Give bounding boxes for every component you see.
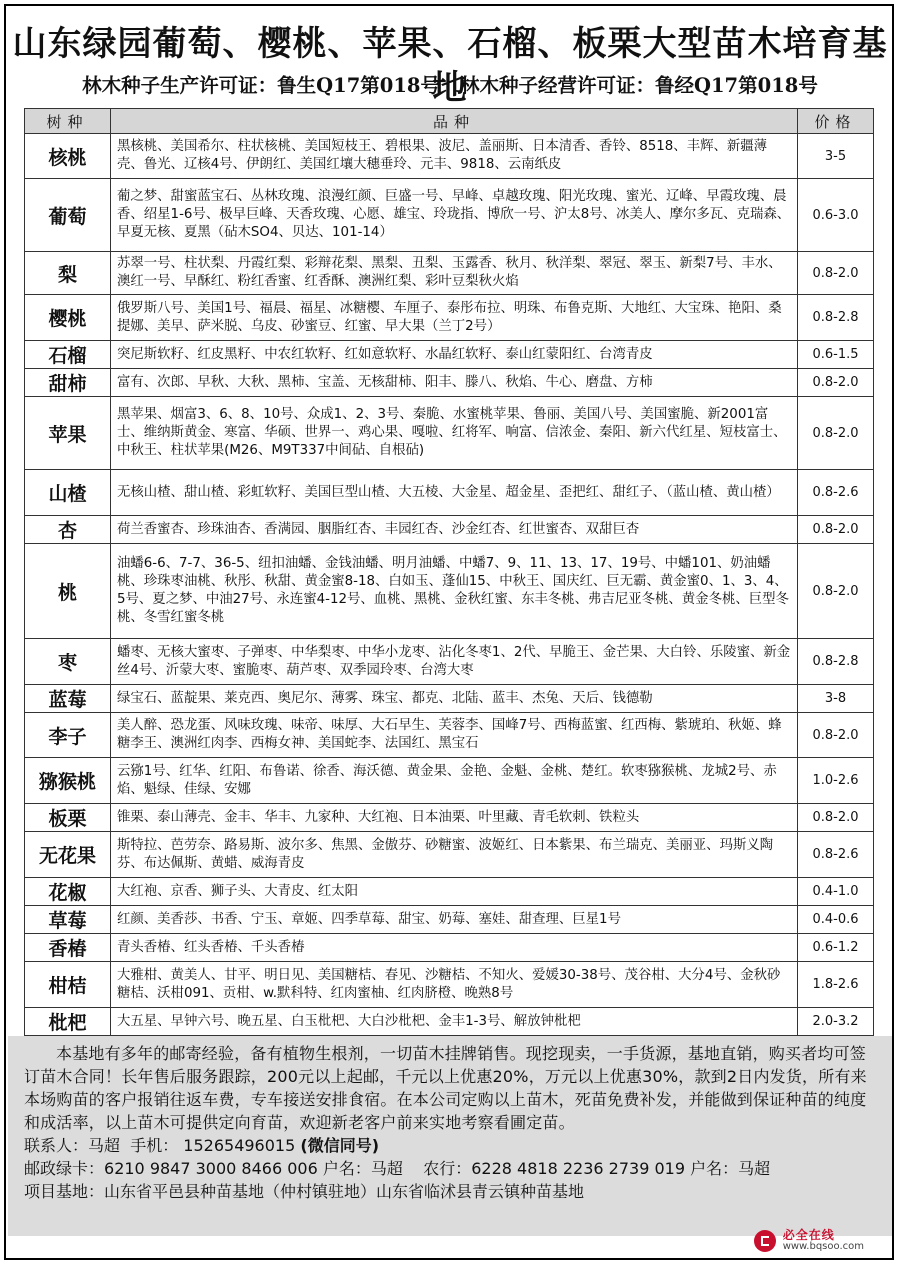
table-row: [25, 962, 874, 1008]
price-range: 1.0-2.6: [798, 758, 874, 804]
price-range: 0.4-0.6: [798, 906, 874, 934]
tree-name: 核桃: [25, 134, 111, 179]
base-line: [24, 1180, 876, 1203]
header-price: 价格: [798, 109, 874, 134]
table-row: [25, 758, 874, 804]
price-range: 0.6-1.2: [798, 934, 874, 962]
variety-list: 斯特拉、芭劳奈、路易斯、波尔多、焦黑、金傲芬、砂糖蜜、波姬红、日本紫果、布兰瑞克、美丽亚、玛斯义陶芬、布达佩斯、黄蜡、威海青皮: [111, 832, 798, 878]
tree-name: 板栗: [25, 804, 111, 832]
agri-account-holder: 户名：马超: [690, 1159, 771, 1178]
variety-list: 美人醉、恐龙蛋、风味玫瑰、味帝、味厚、大石早生、芙蓉李、国峰7号、西梅蓝蜜、红西梅、紫琥珀、秋姬、蜂糖李王、澳洲红肉李、西梅女神、美国蛇李、法国红、黑宝石: [111, 713, 798, 758]
tree-name: 葡萄: [25, 179, 111, 252]
table-row: [25, 713, 874, 758]
variety-list: 云猕1号、红华、红阳、布鲁诺、徐香、海沃德、黄金果、金艳、金魁、金桃、楚红。软枣猕猴桃、龙城2号、赤焰、魁绿、佳绿、安娜: [111, 758, 798, 804]
agri-card-number: 6228 4818 2236 2739 019: [471, 1159, 686, 1178]
tree-name: 猕猴桃: [25, 758, 111, 804]
postal-card-label: 邮政绿卡：: [24, 1159, 105, 1178]
table-row: [25, 179, 874, 252]
header-variety: 品种: [111, 109, 798, 134]
tree-name: 枇杷: [25, 1008, 111, 1036]
variety-list: 蟠枣、无核大蜜枣、子弹枣、中华梨枣、中华小龙枣、沾化冬枣1、2代、早脆王、金芒果、大白铃、乐陵蜜、新金丝4号、沂蒙大枣、蜜脆枣、葫芦枣、双季园玲枣、台湾大枣: [111, 639, 798, 685]
price-range: 0.8-2.8: [798, 295, 874, 341]
base-addresses: 山东省平邑县种苗基地（仲村镇驻地）山东省临沭县青云镇种苗基地: [104, 1182, 585, 1201]
variety-list: 大雅柑、黄美人、甘平、明日见、美国糖桔、春见、沙糖桔、不知火、爱媛30-38号、茂谷柑、大分4号、金秋砂糖桔、沃柑091、贡柑、w.默科特、红肉蜜柚、红肉脐橙、晚熟8号: [111, 962, 798, 1008]
variety-list: 油蟠6-6、7-7、36-5、纽扣油蟠、金钱油蟠、明月油蟠、中蟠7、9、11、13、17、19号、中蟠101、奶油蟠桃、珍珠枣油桃、秋彤、秋甜、黄金蜜8-18、白如玉、蓬仙15、中秋王、国庆红、巨无霸、黄金蜜0、1、3、4、5号、夏之梦、中油27号、永连蜜4-12号、血桃、黑桃、金秋红蜜、东丰冬桃、弗吉尼亚冬桃、黄金冬桃、巨型冬桃、冬雪红蜜冬桃: [111, 544, 798, 639]
table-row: [25, 295, 874, 341]
variety-list: 黑核桃、美国希尔、柱状核桃、美国短枝王、碧根果、波尼、盖丽斯、日本清香、香铃、8518、丰辉、新疆薄壳、鲁光、辽核4号、伊朗红、美国红壤大穗垂玲、元丰、9818、云南纸皮: [111, 134, 798, 179]
price-range: 0.8-2.0: [798, 516, 874, 544]
variety-list: 富有、次郎、早秋、大秋、黑柿、宝盖、无核甜柿、阳丰、滕八、秋焰、牛心、磨盘、方柿: [111, 369, 798, 397]
table-row: [25, 934, 874, 962]
variety-list: 红颜、美香莎、书香、宁玉、章姬、四季草莓、甜宝、奶莓、塞娃、甜查理、巨星1号: [111, 906, 798, 934]
contact-line: [24, 1134, 876, 1157]
base-label: 项目基地：: [24, 1182, 105, 1201]
variety-list: 俄罗斯八号、美国1号、福晨、福星、冰糖樱、车厘子、泰彤布拉、明珠、布鲁克斯、大地红、大宝珠、艳阳、桑提娜、美早、萨米脱、乌皮、砂蜜豆、红蜜、早大果（兰丁2号）: [111, 295, 798, 341]
tree-name: 李子: [25, 713, 111, 758]
price-range: 0.8-2.8: [798, 639, 874, 685]
bank-line: [24, 1157, 876, 1180]
variety-list: 锥栗、泰山薄壳、金丰、华丰、九家种、大红袍、日本油栗、叶里藏、青毛软刺、铁粒头: [111, 804, 798, 832]
notice-paragraph: 本基地有多年的邮寄经验，备有植物生根剂，一切苗木挂牌销售。现挖现卖，一手货源，基地直销，购买者均可签订苗木合同！长年售后服务跟踪，200元以上起邮，千元以上优惠20%，万元以上优惠30%，款到2日内发货，所有来本场购苗的客户报销往返车费，专车接送安排食宿。在本公司定购以上苗木，死苗免费补发，并能做到保证种苗的纯度和成活率，以上苗木可提供定向育苗，欢迎新老客户前来实地考察看圃定苗。: [24, 1044, 867, 1132]
price-range: 3-8: [798, 685, 874, 713]
wechat-note: (微信同号): [300, 1136, 380, 1155]
table-row: [25, 804, 874, 832]
postal-account-holder: 户名：马超: [322, 1159, 403, 1178]
variety-list: 青头香椿、红头香椿、千头香椿: [111, 934, 798, 962]
variety-list: 荷兰香蜜杏、珍珠油杏、香满园、胭脂红杏、丰园红杏、沙金红杏、红世蜜杏、双甜巨杏: [111, 516, 798, 544]
tree-name: 花椒: [25, 878, 111, 906]
price-range: 0.8-2.0: [798, 713, 874, 758]
tree-name: 苹果: [25, 397, 111, 470]
table-row: [25, 397, 874, 470]
variety-list: 突尼斯软籽、红皮黑籽、中农红软籽、红如意软籽、水晶红软籽、泰山红蒙阳红、台湾青皮: [111, 341, 798, 369]
price-range: 2.0-3.2: [798, 1008, 874, 1036]
price-range: 0.6-1.5: [798, 341, 874, 369]
tree-name: 樱桃: [25, 295, 111, 341]
postal-card-number: 6210 9847 3000 8466 006: [104, 1159, 318, 1178]
table-row: [25, 252, 874, 295]
tree-name: 杏: [25, 516, 111, 544]
page-title: 山东绿园葡萄、樱桃、苹果、石榴、板栗大型苗木培育基地: [12, 24, 888, 108]
table-row: [25, 906, 874, 934]
tree-name: 甜柿: [25, 369, 111, 397]
table-row: [25, 639, 874, 685]
price-range: 1.8-2.6: [798, 962, 874, 1008]
table-row: [25, 470, 874, 516]
variety-list: 绿宝石、蓝靛果、莱克西、奥尼尔、薄雾、珠宝、都克、北陆、蓝丰、杰兔、天后、钱德勒: [111, 685, 798, 713]
variety-list: 苏翠一号、柱状梨、丹霞红梨、彩辩花梨、黑梨、丑梨、玉露香、秋月、秋洋梨、翠冠、翠玉、新梨7号、丰水、澳红一号、早酥红、粉红香蜜、红香酥、澳洲红梨、彩叶豆梨秋火焰: [111, 252, 798, 295]
contact-person: 联系人：马超: [24, 1136, 121, 1155]
table-row: [25, 878, 874, 906]
tree-name: 石榴: [25, 341, 111, 369]
production-license: 林木种子生产许可证：鲁生Q17第018号: [82, 74, 440, 97]
watermark-url: www.bqsoo.com: [782, 1241, 864, 1252]
price-range: 0.8-2.6: [798, 470, 874, 516]
tree-name: 梨: [25, 252, 111, 295]
price-range: 0.8-2.0: [798, 804, 874, 832]
tree-name: 山楂: [25, 470, 111, 516]
price-range: 0.6-3.0: [798, 179, 874, 252]
price-range: 3-5: [798, 134, 874, 179]
variety-list: 黑苹果、烟富3、6、8、10号、众成1、2、3号、秦脆、水蜜桃苹果、鲁丽、美国八号、美国蜜脆、新2001富士、维纳斯黄金、寒富、华硕、世界一、鸡心果、嘎啦、红将军、响富、信浓金、秦阳、新六代红星、短枝富士、中秋王、柱状苹果(M26、M9T337中间砧、自根砧): [111, 397, 798, 470]
notice-box: [8, 1036, 892, 1236]
price-range: 0.4-1.0: [798, 878, 874, 906]
variety-list: 大红袍、京香、狮子头、大青皮、红太阳: [111, 878, 798, 906]
price-range: 0.8-2.6: [798, 832, 874, 878]
table-row: [25, 369, 874, 397]
tree-name: 草莓: [25, 906, 111, 934]
tree-name: 桃: [25, 544, 111, 639]
table-row: [25, 516, 874, 544]
watermark: [753, 1226, 864, 1256]
price-range: 0.8-2.0: [798, 397, 874, 470]
price-range: 0.8-2.0: [798, 544, 874, 639]
table-row: [25, 685, 874, 713]
tree-name: 香椿: [25, 934, 111, 962]
table-row: [25, 544, 874, 639]
phone-number: 15265496015: [183, 1136, 296, 1155]
tree-name: 蓝莓: [25, 685, 111, 713]
header-tree: 树种: [25, 109, 111, 134]
table-row: [25, 1008, 874, 1036]
watermark-logo-icon: [753, 1229, 777, 1253]
variety-list: 大五星、早钟六号、晚五星、白玉枇杷、大白沙枇杷、金丰1-3号、解放钟枇杷: [111, 1008, 798, 1036]
varieties-table: [24, 108, 874, 1036]
license-line: [0, 72, 900, 100]
phone-label: 手机：: [130, 1136, 179, 1155]
watermark-name: 必全在线: [782, 1228, 835, 1242]
price-range: 0.8-2.0: [798, 252, 874, 295]
table-row: [25, 832, 874, 878]
table-row: [25, 134, 874, 179]
variety-list: 无核山楂、甜山楂、彩虹软籽、美国巨型山楂、大五棱、大金星、超金星、歪把红、甜红子、（蓝山楂、黄山楂）: [111, 470, 798, 516]
tree-name: 柑桔: [25, 962, 111, 1008]
table-row: [25, 341, 874, 369]
agri-bank-label: 农行：: [423, 1159, 472, 1178]
table-header-row: [25, 109, 874, 134]
variety-list: 葡之梦、甜蜜蓝宝石、丛林玫瑰、浪漫红颜、巨盛一号、早峰、卓越玫瑰、阳光玫瑰、蜜光、辽峰、早霞玫瑰、晨香、绍星1-6号、极早巨峰、天香玫瑰、心愿、雄宝、玲珑指、博欣一号、沪太8号、冰美人、摩尔多瓦、克瑞森、早夏无核、夏黑（砧木SO4、贝达、101-14）: [111, 179, 798, 252]
tree-name: 枣: [25, 639, 111, 685]
tree-name: 无花果: [25, 832, 111, 878]
price-range: 0.8-2.0: [798, 369, 874, 397]
business-license: 林木种子经营许可证：鲁经Q17第018号: [460, 74, 818, 97]
